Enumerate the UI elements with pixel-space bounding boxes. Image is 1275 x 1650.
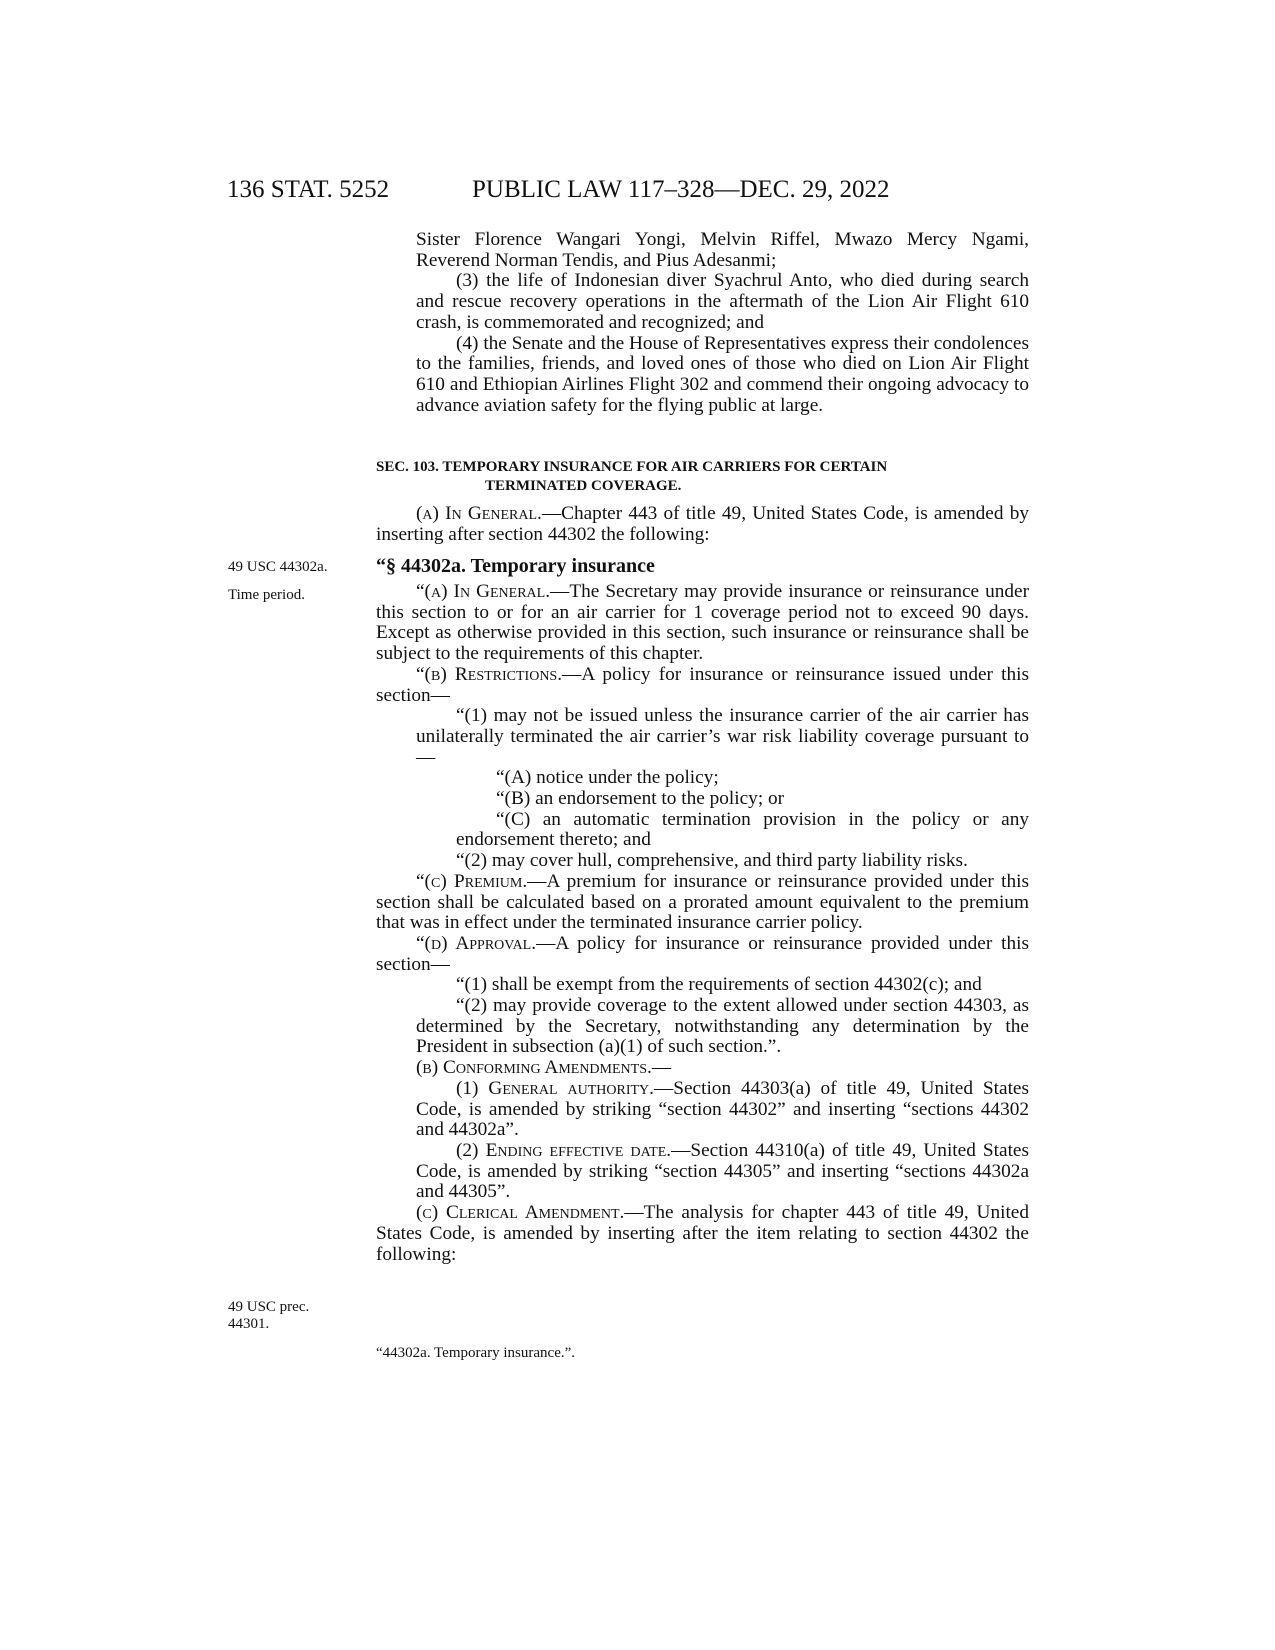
conforming-amendments-dash: — (651, 1057, 672, 1079)
subsection-b-1: “(1) may not be issued unless the insurance carrier of the air carrier has unilaterally terminated the air carrier’s war risk liability coverage pursuant to— (416, 705, 1029, 768)
margin-note-usc-44302a: 49 USC 44302a. (228, 559, 328, 575)
conforming-2-label: (2) Ending effective date. (456, 1139, 672, 1161)
section-heading-line-1: SEC. 103. TEMPORARY INSURANCE FOR AIR CARRIERS FOR CERTAIN (376, 459, 888, 475)
intro-label: (a) In General. (416, 503, 542, 524)
section-heading-line-2: TERMINATED COVERAGE. (485, 478, 682, 494)
subsection-b-1-A: “(A) notice under the policy; (496, 767, 719, 789)
subsection-b-1-C: “(C) an automatic termination provision in the policy or any endorsement thereto; and (456, 808, 1029, 851)
subsection-c-text: —A premium for insurance or reinsurance provided under this section shall be calculated based on a prorated amount equivalent to the premium that was in effect under the terminated insurance carrier policy. (376, 870, 1029, 934)
subsection-a-text: —The Secretary may provide insurance or reinsurance under this section to or for an air carrier for 1 coverage period not to exceed 90 days. Except as otherwise provided in this section, such insurance or reinsurance shall be subject to the requirements of this chapter. (376, 581, 1030, 665)
paragraph-3: (3) the life of Indonesian diver Syachrul Anto, who died during search and rescue recovery operations in the aftermath of the Lion Air Flight 610 crash, is commemorated and recognized; and (416, 270, 1029, 333)
clerical-amendment-label: (c) Clerical Amendment. (416, 1202, 625, 1224)
main-text-block (376, 582, 1029, 1265)
subsection-title: “§ 44302a. Temporary insurance (376, 555, 655, 577)
subsection-d-label: “(d) Approval. (416, 932, 537, 954)
conforming-2-text: —Section 44310(a) of title 49, United States Code, is amended by striking “section 44305” and inserting “sections 44302a and 44305”. (416, 1139, 1029, 1203)
subsection-d (376, 934, 1029, 975)
margin-note-time-period: Time period. (228, 587, 305, 603)
page-header-title: PUBLIC LAW 117–328—DEC. 29, 2022 (472, 176, 890, 203)
subsection-b-label: “(b) Restrictions. (416, 663, 563, 685)
subsection-a-label: “(a) In General. (416, 581, 551, 602)
conforming-amendments-label: (b) Conforming Amendments. (416, 1057, 652, 1079)
subsection-c-label: “(c) Premium. (416, 870, 528, 892)
margin-note-usc-prec-line-1: 49 USC prec. (228, 1299, 310, 1315)
margin-note-usc-prec (228, 1299, 309, 1333)
clerical-amendment (376, 1203, 1029, 1265)
section-heading (376, 458, 1029, 496)
intro-paragraph (376, 504, 1029, 545)
clerical-amendment-text: —The analysis for chapter 443 of title 49, United States Code, is amended by inserting after the item relating to section 44302 the following: (376, 1202, 1029, 1265)
subsection-b-text: —A policy for insurance or reinsurance issued under this section— (376, 663, 1030, 706)
subsection-b-2: “(2) may cover hull, comprehensive, and third party liability risks. (456, 850, 968, 872)
paragraph-names: Sister Florence Wangari Yongi, Melvin Riffel, Mwazo Mercy Ngami, Reverend Norman Tendis, and Pius Adesanmi; (416, 229, 1029, 271)
conforming-amendments (376, 1058, 1029, 1079)
subsection-b (376, 665, 1029, 706)
conforming-1-text: —Section 44303(a) of title 49, United States Code, is amended by striking “section 44302” and inserting “sections 44302 and 44302a”. (416, 1077, 1029, 1141)
conforming-1 (376, 1079, 1029, 1141)
conforming-2 (376, 1141, 1029, 1203)
subsection-d-2: “(2) may provide coverage to the extent allowed under section 44303, as determined by the Secretary, notwithstanding any determination by the President in subsection (a)(1) of such section.”. (416, 995, 1029, 1058)
clerical-item: “44302a. Temporary insurance.”. (376, 1345, 576, 1361)
page-header-left: 136 STAT. 5252 (227, 176, 390, 203)
subsection-a (376, 582, 1029, 665)
subsection-d-text: —A policy for insurance or reinsurance provided under this section— (376, 932, 1029, 975)
subsection-b-1-B: “(B) an endorsement to the policy; or (496, 788, 785, 810)
margin-note-usc-prec-line-2: 44301. (228, 1316, 270, 1332)
conforming-1-label: (1) General authority. (456, 1077, 654, 1099)
subsection-d-1: “(1) shall be exempt from the requirements of section 44302(c); and (456, 974, 982, 996)
paragraph-4: (4) the Senate and the House of Representatives express their condolences to the families, friends, and loved ones of those who died on Lion Air Flight 610 and Ethiopian Airlines Flight 302 and commend their ongoing advocacy to advance aviation safety for the flying public at large. (416, 332, 1029, 416)
intro-text: —Chapter 443 of title 49, United States Code, is amended by inserting after section 44302 the following: (376, 503, 1029, 545)
subsection-c (376, 872, 1029, 934)
top-text-block (376, 230, 1029, 416)
intro-block (376, 504, 1029, 545)
